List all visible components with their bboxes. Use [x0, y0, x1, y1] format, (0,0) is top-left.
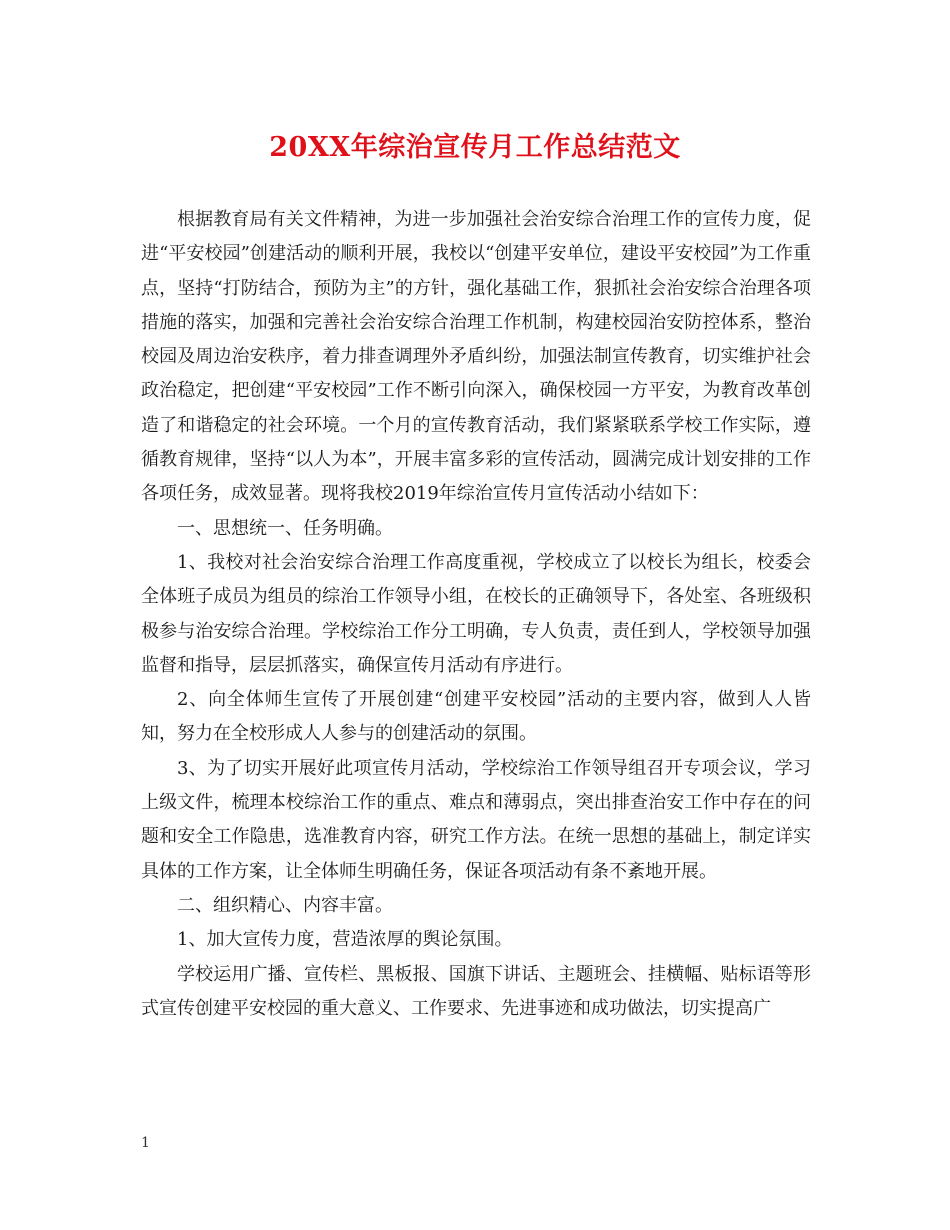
document-title: 20XX年综治宣传月工作总结范文 [269, 132, 681, 163]
paragraph-intro: 根据教育局有关文件精神，为进一步加强社会治安综合治理工作的宣传力度，促进“平安校园”创建活动的顺利开展，我校以“创建平安单位，建设平安校园”为工作重点，坚持“打防结合，预防为主”的方针，强化基础工作，狠抓社会治安综合治理各项措施的落实，加强和完善社会治安综合治理工作机制，构建校园治安防控体系，整治校园及周边治安秩序，着力排查调理外矛盾纠纷，加强法制宣传教育，切实维护社会政治稳定，把创建“平安校园”工作不断引向深入，确保校园一方平安，为教育改革创造了和谐稳定的社会环境。一个月的宣传教育活动，我们紧紧联系学校工作实际，遵循教育规律，坚持“以人为本”，开展丰富多彩的宣传活动，圆满完成计划安排的工作各项任务，成效显著。现将我校2019年综治宣传月宣传活动小结如下： [141, 209, 811, 505]
document-body [141, 203, 811, 1026]
paragraph-1-2: 2、向全体师生宣传了开展创建“创建平安校园”活动的主要内容，做到人人皆知，努力在全校形成人人参与的创建活动的氛围。 [141, 689, 811, 745]
paragraph-2-1-heading: 1、加大宣传力度，营造浓厚的舆论氛围。 [177, 929, 513, 951]
section-heading-2: 二、组织精心、内容丰富。 [177, 894, 393, 916]
paragraph-1-1: 1、我校对社会治安综合治理工作高度重视，学校成立了以校长为组长，校委会全体班子成员为组员的综治工作领导小组，在校长的正确领导下，各处室、各班级积极参与治安综合治理。学校综治工作分工明确，专人负责，责任到人，学校领导加强监督和指导，层层抓落实，确保宣传月活动有序进行。 [141, 551, 811, 676]
page-number: 1 [141, 1135, 150, 1151]
paragraph-1-3: 3、为了切实开展好此项宣传月活动，学校综治工作领导组召开专项会议，学习上级文件，梳理本校综治工作的重点、难点和薄弱点，突出排查治安工作中存在的问题和安全工作隐患，选准教育内容，研究工作方法。在统一思想的基础上，制定详实具体的工作方案，让全体师生明确任务，保证各项活动有条不紊地开展。 [141, 757, 811, 882]
paragraph-2-1: 学校运用广播、宣传栏、黑板报、国旗下讲话、主题班会、挂横幅、贴标语等形式宣传创建平安校园的重大意义、工作要求、先进事迹和成功做法，切实提高广 [141, 963, 811, 1019]
section-heading-1: 一、思想统一、任务明确。 [177, 517, 393, 539]
